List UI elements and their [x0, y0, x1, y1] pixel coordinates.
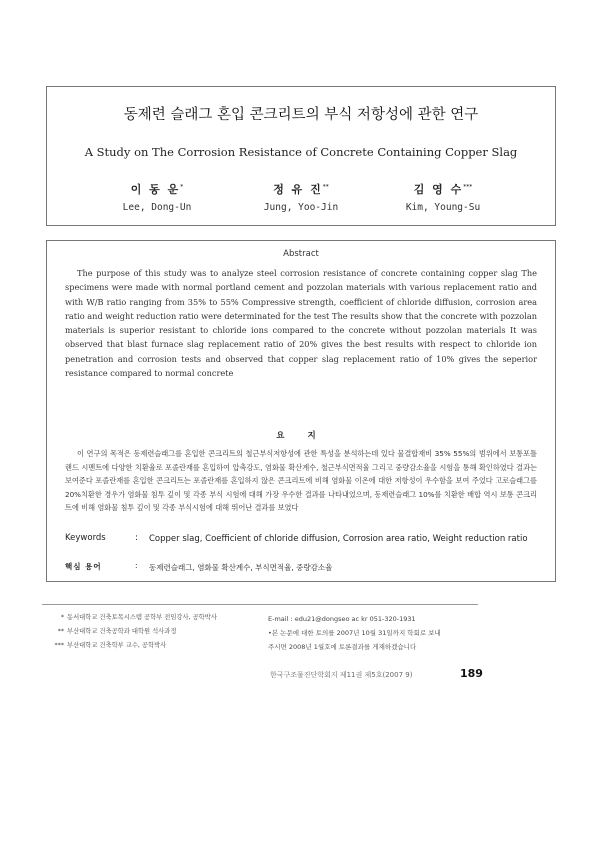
english-title: A Study on The Corrosion Resistance of Concrete Containing Copper Slag: [84, 145, 518, 159]
abstract-korean-text: 이 연구의 목적은 동제련슬래그를 혼입한 콘크리트의 철근부식저항성에 관한 특성을 분석하는데 있다 물결합재비 35% 55%의 범위에서 보통포틀랜드 시멘트에 다양한 치환율로 포졸란재를 혼입하여 압축강도, 염화물 확산계수, 철근부식면적율 그리고 중량감소율을 시험을 통해 확인하였다 결과는 보여준다 포졸란재를 혼입한 콘크리트는 포졸란재를 혼입하지 않은 콘크리트에 비해 염화물 이온에 대한 저항성이 우수함을 보여 주었다 고로슬래그를 20%치환한 경우가 염화물 침투 깊이 및 각종 부식 시험에 대해 가장 우수한 결과를 나타내었으며, 동제련슬래그 10%를 치환한 배합 역시 보통 콘크리트에 비해 염화물 침투 깊이 및 각종 부식시험에 대해 뛰어난 결과를 보였다: [65, 449, 537, 513]
abstract-heading: Abstract: [283, 249, 319, 259]
contact-divider: [268, 604, 478, 605]
title-box: [46, 86, 556, 226]
author-2-mark: **: [322, 183, 329, 191]
author-3-english-name: Kim, Young-Su: [405, 202, 481, 213]
author-2-korean-name: 정 유 진: [273, 183, 323, 196]
author-1-mark: *: [180, 183, 184, 191]
footnote-item: [42, 626, 272, 640]
author-3-mark: ***: [463, 183, 473, 191]
abstract-box: [46, 240, 556, 582]
author-1-korean-name: 이 동 운: [130, 183, 181, 196]
footnote-text: 부산대학교 건축학부 교수, 공학박사: [67, 642, 167, 649]
korean-keywords-colon: :: [135, 561, 138, 570]
footnote-item: [42, 640, 272, 654]
footnote-mark: ***: [54, 642, 64, 649]
discussion-note-line-2: 주시면 2008년 1월호에 토론결과를 게재하겠습니다: [268, 643, 417, 651]
footnotes: [42, 612, 272, 654]
keywords-label: Keywords: [65, 533, 106, 543]
korean-abstract-heading: 요 지: [276, 431, 326, 441]
contact-info: [268, 612, 483, 654]
keywords-value: Copper slag, Coefficient of chloride diffusion, Corrosion area ratio, Weight reduction ratio: [149, 534, 528, 544]
korean-title: 동제련 슬래그 혼입 콘크리트의 부식 저항성에 관한 연구: [123, 107, 479, 123]
keywords-colon: :: [135, 533, 138, 543]
footnote-item: [42, 612, 272, 626]
korean-keywords-row: [65, 561, 537, 574]
author-3: [378, 181, 508, 213]
footnote-mark: *: [60, 614, 64, 621]
keywords-row: [65, 533, 537, 546]
author-1: [92, 181, 222, 213]
author-3-korean-name: 김 영 수: [413, 183, 464, 196]
korean-keywords-value: 동제련슬래그, 염화물 확산계수, 부식면적율, 중량감소율: [149, 563, 333, 572]
author-2: [236, 181, 366, 213]
discussion-note-line-1: •본 논문에 대한 토의를 2007년 10월 31일까지 학회로 보내: [268, 629, 441, 637]
journal-citation: 한국구조물진단학회지 제11권 제5호(2007 9): [270, 671, 413, 679]
author-2-english-name: Jung, Yoo-Jin: [263, 202, 339, 213]
footnote-mark: **: [57, 628, 64, 635]
footnote-text: 부산대학교 건축공학과 대학원 석사과정: [67, 628, 177, 635]
korean-keywords-label: 핵심 용어: [65, 562, 102, 571]
footnote-divider: [42, 604, 272, 605]
author-1-english-name: Lee, Dong-Un: [122, 202, 192, 213]
abstract-english-text: The purpose of this study was to analyze steel corrosion resistance of concrete containing copper slag The specimens were made with normal portland cement and pozzolan materials with various replacement ratio and with W/B ratio ranging from 35% to 55% Compressive strength, coefficient of chloride diffusion, corrosion area ratio and weight reduction ratio were determinated for the test The results show that the concrete with pozzolan materials is superior resistant to chloride ions compared to the concrete without pozzolan materials It was observed that blast furnace slag replacement ratio of 20% gives the best results with respect to chloride ion penetration and corrosion tests and observed that copper slag replacement ratio of 10% gives the seperior resistance compared to normal concrete: [65, 268, 537, 379]
email-line: E-mail : edu21@dongseo ac kr 051-320-1931: [268, 615, 416, 623]
page-number: 189: [460, 667, 483, 680]
footnote-text: 동서대학교 건축토목시스템 공학부 전임강사, 공학박사: [67, 614, 217, 621]
